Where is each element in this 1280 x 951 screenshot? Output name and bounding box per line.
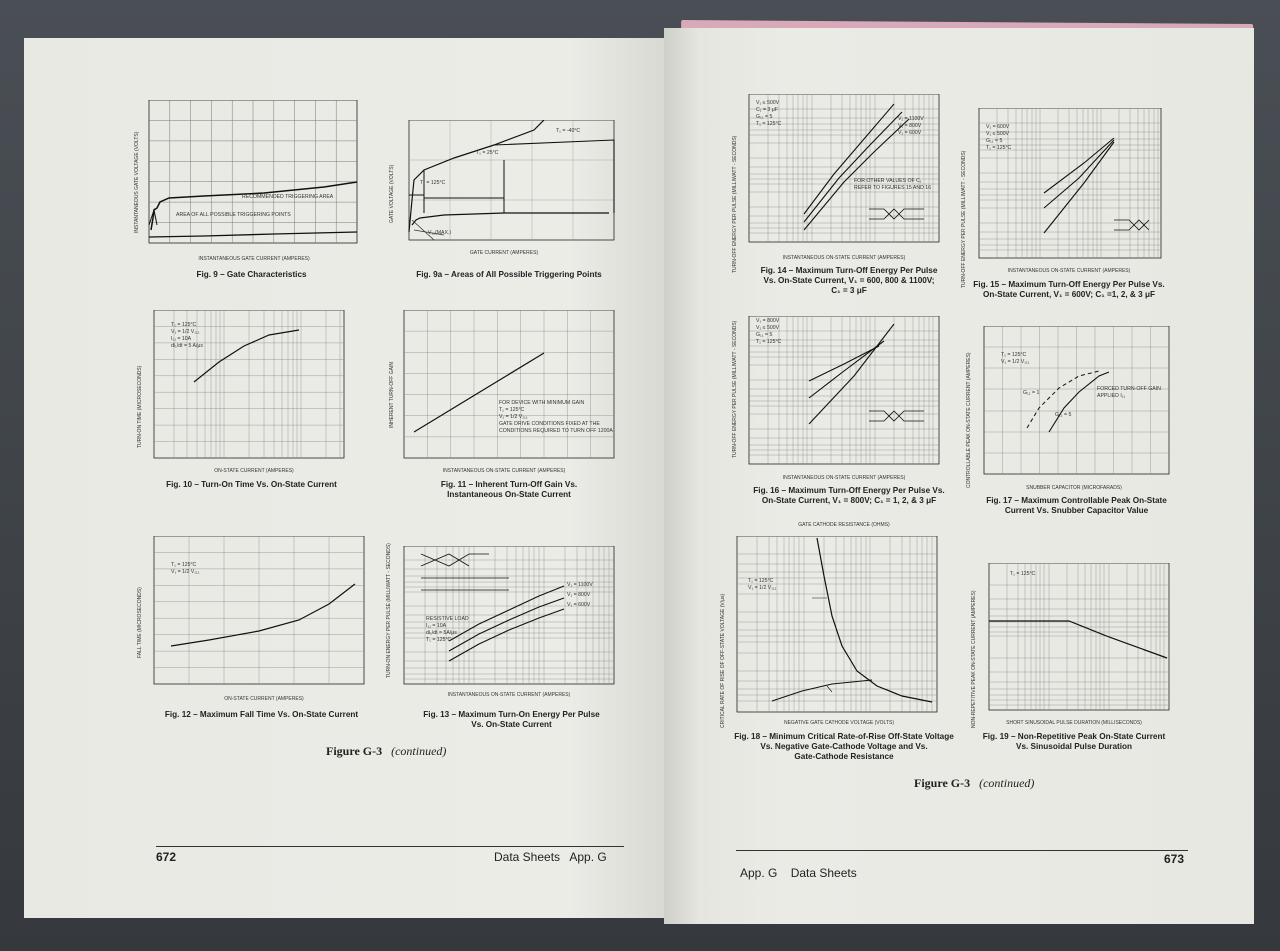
left-footer-text: Data Sheets App. G [494, 850, 607, 864]
fig19-caption: Fig. 19 – Non-Repetitive Peak On-State Current Vs. Sinusoidal Pulse Duration [982, 732, 1166, 751]
figure-14 [744, 94, 944, 244]
figure-15 [974, 108, 1166, 260]
fig18-xlabel: NEGATIVE GATE CATHODE VOLTAGE (VOLTS) [783, 720, 894, 726]
fig9a-ylabel: GATE VOLTAGE (VOLTS) [389, 164, 395, 223]
fig14-caption: Fig. 14 – Maximum Turn-Off Energy Per Pulse Vs. On-State Current, V₁ = 600, 800 & 1100V; C₁ = 3 μF [760, 266, 938, 295]
fig19-ylabel: NON-REPETITIVE PEAK ON-STATE CURRENT (AMPERES) [971, 590, 977, 728]
fig12-ylabel: FALL TIME (MICROSECONDS) [137, 587, 143, 658]
fig13-note-conditions: RESISTIVE LOAD I₁₁ = 10A di₁/dt = 5A/μs T₁ = 125°C [426, 616, 469, 643]
fig16-caption: Fig. 16 – Maximum Turn-Off Energy Per Pulse Vs. On-State Current, V₁ = 800V; C₁ = 1, 2, & 3 μF [753, 486, 945, 505]
fig18-note-conditions: T₁ = 125°C V₁ = 1/2 V₁₁₁ [748, 578, 777, 591]
figure-16 [744, 316, 944, 466]
fig9a-caption: Fig. 9a – Areas of All Possible Triggering Points [416, 270, 602, 279]
fig14-xlabel: INSTANTANEOUS ON-STATE CURRENT (AMPERES) [782, 255, 906, 261]
fig17-note-ggq1: G₁₁ = 1 [1023, 390, 1040, 396]
figure-9-chart [144, 100, 359, 250]
fig12-caption: Fig. 12 – Maximum Fall Time Vs. On-State Current [164, 710, 359, 719]
right-page [664, 28, 1254, 924]
fig11-xlabel: INSTANTANEOUS ON-STATE CURRENT (AMPERES) [442, 468, 566, 474]
fig17-xlabel: SNUBBER CAPACITOR (MICROFARADS) [1026, 485, 1122, 491]
fig16-ylabel: TURN-OFF ENERGY PER PULSE (MILLIWATT - SECONDS) [732, 320, 738, 458]
fig9a-xlabel: GATE CURRENT (AMPERES) [469, 250, 539, 256]
fig11-caption: Fig. 11 – Inherent Turn-Off Gain Vs. Instantaneous On-State Current [440, 480, 578, 499]
fig18-caption: Fig. 18 – Minimum Critical Rate-of-Rise Off-State Voltage Vs. Negative Gate-Cathode Voltage and Vs. Gate-Cathode Resistance [734, 732, 954, 761]
fig16-note-conditions: V₁ = 800V V₁ ≤ 500V G₁₁ = 5 T₁ = 125°C [756, 318, 782, 345]
figure-17-chart [979, 326, 1174, 476]
fig9a-note-tj-minus40: T₁ = -40°C [556, 128, 581, 134]
figure-11 [399, 310, 619, 460]
fig9-note-area: AREA OF ALL POSSIBLE TRIGGERING POINTS [176, 212, 291, 218]
fig11-note-conditions: FOR DEVICE WITH MINIMUM GAIN T₁ = 125°C V₁ = 1/2 V₁₁₁ GATE DRIVE CONDITIONS FIXED AT THE CONDITIONS REQUIRED TO TURN OFF 1200A [499, 400, 613, 434]
figure-9a [404, 120, 619, 245]
fig12-note-conditions: T₁ = 125°C V₁ = 1/2 V₁₁₁ [171, 562, 200, 575]
left-figure-title: Figure G-3 (continued) [326, 744, 447, 758]
fig19-note-conditions: T₁ = 125°C [1010, 571, 1036, 577]
fig9-caption: Fig. 9 – Gate Characteristics [196, 270, 307, 279]
right-page-number: 673 [1164, 852, 1185, 866]
left-page [24, 38, 666, 918]
fig9-xlabel: INSTANTANEOUS GATE CURRENT (AMPERES) [198, 256, 310, 262]
fig15-xlabel: INSTANTANEOUS ON-STATE CURRENT (AMPERES) [1007, 268, 1131, 274]
fig18-ylabel: CRITICAL RATE OF RISE OF OFF-STATE VOLTAGE (V/μs) [720, 593, 726, 728]
fig17-caption: Fig. 17 – Maximum Controllable Peak On-State Current Vs. Snubber Capacitor Value [986, 496, 1167, 515]
fig9-ylabel: INSTANTANEOUS GATE VOLTAGE (VOLTS) [134, 131, 140, 233]
fig13-note-1100v: V₁ = 1100V [567, 582, 593, 588]
fig13-note-600v: V₁ = 600V [567, 602, 591, 608]
figure-13 [399, 546, 619, 686]
fig13-xlabel: INSTANTANEOUS ON-STATE CURRENT (AMPERES) [447, 692, 571, 698]
figure-19 [984, 563, 1174, 713]
figure-10 [149, 310, 349, 460]
fig16-xlabel: INSTANTANEOUS ON-STATE CURRENT (AMPERES) [782, 475, 906, 481]
left-footer-rule [156, 846, 624, 847]
figure-19-chart [984, 563, 1174, 713]
fig14-note-other: FOR OTHER VALUES OF C₁ REFER TO FIGURES 15 AND 16 [854, 178, 932, 191]
fig14-ylabel: TURN-OFF ENERGY PER PULSE (MILLIWATT - SECONDS) [732, 135, 738, 273]
fig19-xlabel: SHORT SINUSOIDAL PULSE DURATION (MILLISECONDS) [1006, 720, 1142, 726]
fig10-ylabel: TURN-ON TIME (MICROSECONDS) [137, 365, 143, 448]
fig15-caption: Fig. 15 – Maximum Turn-Off Energy Per Pulse Vs. On-State Current, V₁ = 600V; C₁ =1, 2, & 3 μF [973, 280, 1165, 299]
figure-18-chart [732, 536, 942, 714]
fig14-note-conditions: V₁ ≤ 500V C₁ = 3 μF G₁₁ = 5 T₁ = 125°C [756, 100, 782, 127]
right-footer-rule [736, 850, 1188, 851]
fig9a-note-tj-125: T₁ = 125°C [420, 180, 446, 186]
fig17-note-forced: FORCED TURN-OFF GAIN APPLIED I₁₁ [1097, 386, 1161, 399]
right-figure-title: Figure G-3 (continued) [914, 776, 1035, 790]
fig9-note-recommended: RECOMMENDED TRIGGERING AREA [242, 194, 334, 200]
fig13-note-800v: V₁ = 800V [567, 592, 591, 598]
right-footer-text: App. G Data Sheets [740, 866, 857, 880]
fig9a-note-vgd: V₁₁(MAX.) [428, 230, 452, 236]
left-page-number: 672 [156, 850, 177, 864]
fig17-note-conditions: T₁ = 125°C V₁ = 1/2 V₁₁₁ [1001, 352, 1030, 365]
figure-11-chart [399, 310, 619, 460]
fig17-ylabel: CONTROLLABLE PEAK ON-STATE CURRENT (AMPERES) [966, 352, 972, 488]
fig18-toplabel: GATE CATHODE RESISTANCE (OHMS) [798, 522, 890, 528]
figure-18 [732, 536, 942, 714]
fig10-caption: Fig. 10 – Turn-On Time Vs. On-State Current [166, 480, 337, 489]
figure-9 [144, 100, 359, 250]
fig9a-note-tj-25: T₁ = 25°C [476, 150, 499, 156]
fig13-caption: Fig. 13 – Maximum Turn-On Energy Per Pulse Vs. On-State Current [423, 710, 600, 729]
figure-12 [149, 536, 369, 686]
fig11-ylabel: INHERENT TURN-OFF GAIN [389, 362, 395, 428]
fig10-note-conditions: T₁ = 125°C V₁ = 1/2 V₁₁₁ I₁₁ = 10A di₁/dt = 5 A/μs [171, 322, 203, 349]
fig10-xlabel: ON-STATE CURRENT (AMPERES) [214, 468, 294, 474]
fig12-xlabel: ON-STATE CURRENT (AMPERES) [224, 696, 304, 702]
figure-12-chart [149, 536, 369, 686]
fig17-note-ggq5: G₁₁ = 5 [1055, 412, 1072, 418]
fig13-ylabel: TURN-ON ENERGY PER PULSE (MILLIWATT - SECONDS) [386, 543, 392, 678]
fig15-note-conditions: V₁ = 600V V₁ ≤ 500V G₁₁ = 5 T₁ = 125°C [986, 124, 1012, 151]
figure-17 [979, 326, 1174, 476]
fig15-ylabel: TURN-OFF ENERGY PER PULSE (MILLIWATT - SECONDS) [961, 150, 967, 288]
fig14-note-voltages: V₁ = 1100V V₁ = 800V V₁ = 600V [898, 116, 924, 136]
